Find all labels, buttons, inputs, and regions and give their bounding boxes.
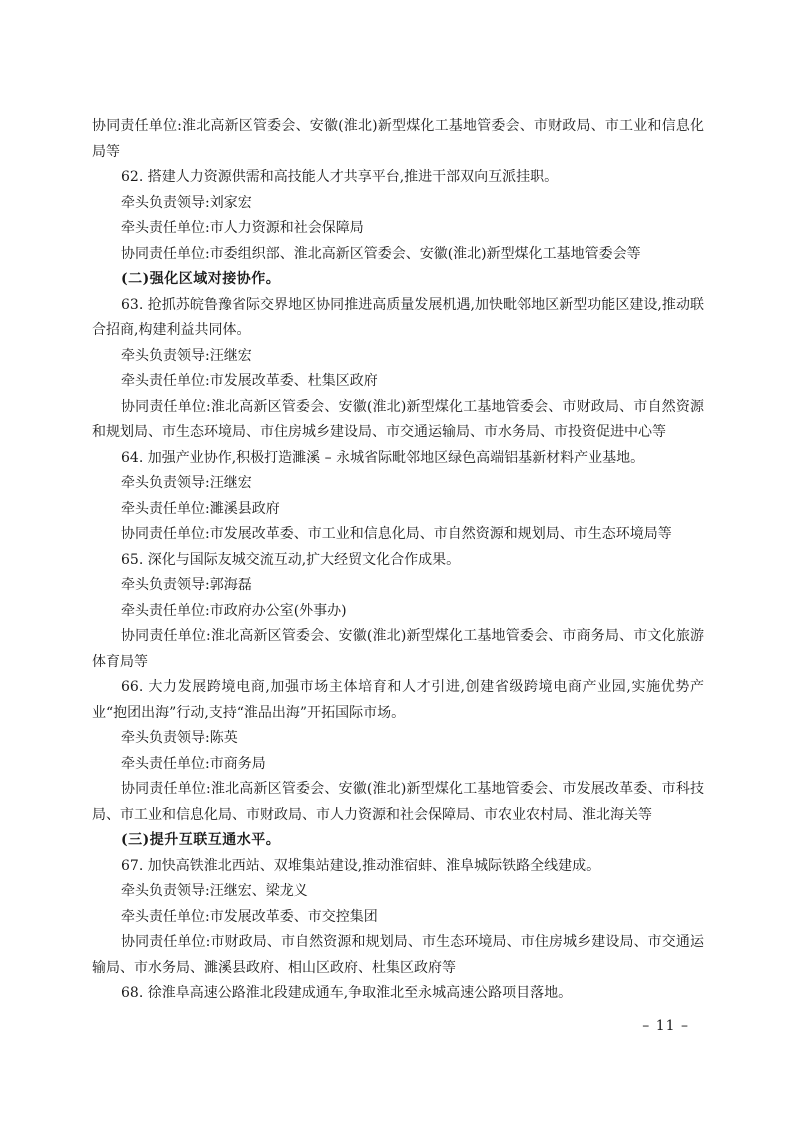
paragraph: 牵头负责领导:汪继宏 (121, 347, 252, 364)
paragraph: 协同责任单位:淮北高新区管委会、安徽(淮北)新型煤化工基地管委会、市财政局、市自然资源和规划局、市生态环境局、市住房城乡建设局、市交通运输局、市水务局、市投资促进中心等 (92, 398, 704, 440)
paragraph: 68. 徐淮阜高速公路淮北段建成通车,争取淮北至永城高速公路项目落地。 (121, 985, 573, 1001)
paragraph: 牵头负责领导:刘家宏 (121, 194, 252, 211)
paragraph: 牵头责任单位:濉溪县政府 (121, 500, 280, 517)
paragraph: 协同责任单位:淮北高新区管委会、安徽(淮北)新型煤化工基地管委会、市发展改革委、市科技局、市工业和信息化局、市财政局、市人力资源和社会保障局、市农业农村局、淮北海关等 (92, 781, 704, 823)
paragraph: 67. 加快高铁淮北西站、双堆集站建设,推动淮宿蚌、淮阜城际铁路全线建成。 (121, 857, 601, 874)
paragraph: 64. 加强产业协作,积极打造濉溪 – 永城省际毗邻地区绿色高端铝基新材料产业基地。 (121, 449, 645, 466)
paragraph: 66. 大力发展跨境电商,加强市场主体培育和人才引进,创建省级跨境电商产业园,实施优势产业“抱团出海”行动,支持“淮品出海”开拓国际市场。 (92, 679, 704, 721)
paragraph: 牵头责任单位:市商务局 (121, 755, 266, 772)
paragraph: 牵头责任单位:市政府办公室(外事办) (121, 602, 347, 619)
paragraph: 牵头负责领导:汪继宏 (121, 475, 252, 491)
section-heading: (三)提升互联互通水平。 (121, 832, 281, 848)
paragraph: 牵头负责领导:汪继宏、梁龙义 (121, 883, 308, 899)
paragraph: 协同责任单位:市委组织部、淮北高新区管委会、安徽(淮北)新型煤化工基地管委会等 (121, 245, 641, 262)
paragraph: 63. 抢抓苏皖鲁豫省际交界地区协同推进高质量发展机遇,加快毗邻地区新型功能区建设,推动联合招商,构建利益共同体。 (92, 296, 704, 338)
section-heading: (二)强化区域对接协作。 (121, 271, 281, 287)
paragraph: 牵头责任单位:市人力资源和社会保障局 (121, 220, 364, 236)
paragraph: 牵头责任单位:市发展改革委、市交控集团 (121, 908, 378, 925)
paragraph: 协同责任单位:淮北高新区管委会、安徽(淮北)新型煤化工基地管委会、市商务局、市文化旅游体育局等 (92, 628, 704, 670)
paragraph: 牵头负责领导:郭海磊 (121, 577, 252, 593)
paragraph: 牵头负责领导:陈英 (121, 730, 238, 746)
paragraph: 65. 深化与国际友城交流互动,扩大经贸文化合作成果。 (121, 551, 461, 568)
paragraph: 牵头责任单位:市发展改革委、杜集区政府 (121, 373, 378, 389)
page-number: – 11 – (642, 1018, 689, 1034)
paragraph: 62. 搭建人力资源供需和高技能人才共享平台,推进干部双向互派挂职。 (121, 169, 559, 185)
paragraph: 协同责任单位:市财政局、市自然资源和规划局、市生态环境局、市住房城乡建设局、市交通运输局、市水务局、濉溪县政府、相山区政府、杜集区政府等 (92, 934, 704, 976)
document-body (92, 114, 704, 1007)
paragraph: 协同责任单位:市发展改革委、市工业和信息化局、市自然资源和规划局、市生态环境局等 (121, 526, 672, 542)
paragraph: 协同责任单位:淮北高新区管委会、安徽(淮北)新型煤化工基地管委会、市财政局、市工业和信息化局等 (92, 118, 704, 160)
